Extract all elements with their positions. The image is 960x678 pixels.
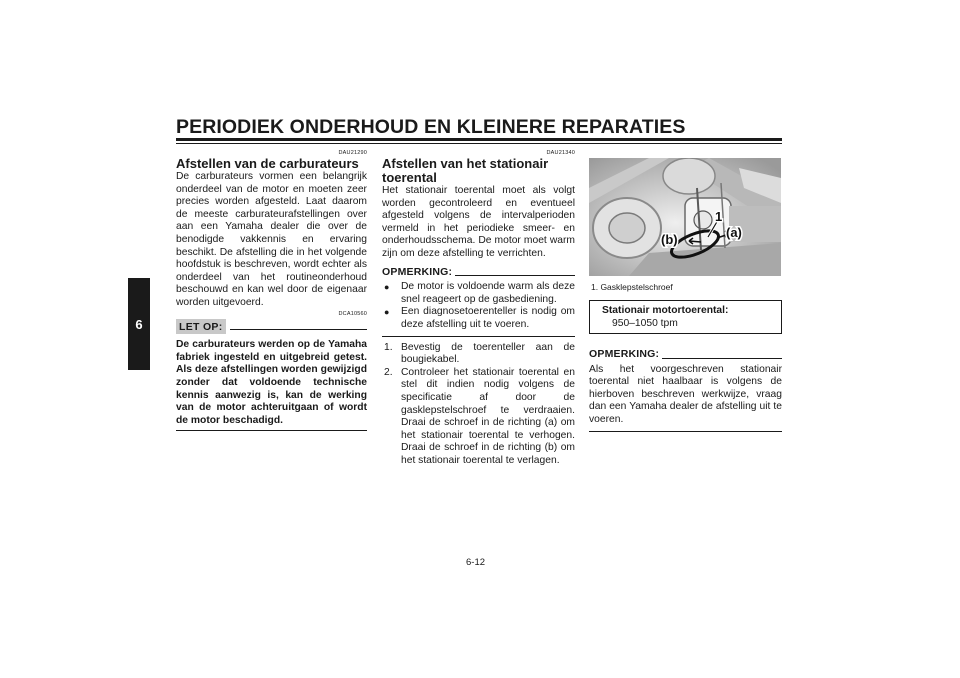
section-body: Het stationair toerental moet als volgt worden gecontroleerd en eventueel afgesteld volgens de intervalperioden vermeld in het periodieke smeer- en onderhoudsschema. De motor moet warm zijn om deze afstelling te verrichten. [382, 185, 575, 259]
step-item [382, 342, 575, 367]
page-header-title: PERIODIEK ONDERHOUD EN KLEINERE REPARATIES [176, 116, 686, 138]
caution-rule [230, 329, 367, 330]
caution-end-rule [176, 430, 367, 431]
page-number: 6-12 [466, 557, 486, 568]
step-item [382, 367, 575, 468]
left-column [176, 150, 367, 431]
spec-value: 950–1050 tpm [612, 317, 678, 329]
note-end-rule [382, 336, 575, 337]
caution-header [176, 319, 367, 335]
right-note [589, 348, 782, 432]
photo-label-1: 1 [715, 209, 723, 224]
note-label: OPMERKING: [382, 265, 453, 278]
spec-label: Stationair motortoerental: [602, 305, 729, 316]
note-bullet [382, 306, 575, 331]
caution-text: De carburateurs werden op de Yamaha fabriek ingesteld en uitgebreid getest. Als deze afstellingen worden gewijzigd zonder dat voldoende technische kennis aanwezig is, kan de werking van de motor achteruitgaan of wordt de motor beschadigd. [176, 339, 367, 426]
bullet-icon: ● [384, 307, 390, 318]
section-title-line: Afstellen van het stationair [382, 156, 549, 171]
step-number: 2. [384, 366, 393, 378]
spec-box [589, 300, 782, 334]
bullet-icon: ● [384, 282, 390, 293]
step-text: Controleer het stationair toerental en stel dit indien nodig volgens de specificatie af door de gasklepstelschroef te verdraaien. Draai de schroef in de richting (a) om het stationair toerental te verhogen. Draai de schroef in de richting (b) om het stationair toerental te verlagen. [401, 366, 575, 466]
section-title: Afstellen van de carburateurs [176, 156, 359, 171]
carburetor-photo [589, 158, 781, 276]
header-rule-thick [176, 138, 782, 141]
photo-caption: 1. Gasklepstelschroef [591, 282, 673, 292]
note-label: OPMERKING: [589, 348, 660, 360]
note-end-rule [589, 431, 782, 432]
header-rule-thin [176, 143, 782, 144]
bullet-text: Een diagnosetoerenteller is nodig om deze afstelling uit te voeren. [401, 306, 575, 330]
section-code: DAU21340 [546, 150, 575, 156]
middle-column [382, 150, 575, 467]
section-body: De carburateurs vormen een belangrijk onderdeel van de motor en moeten zeer precies worden afgesteld. Laat daarom de meeste carburateurafstellingen over aan een Yamaha dealer die over de benodigde vakkennis en ervaring beschikt. De afstelling die in het volgende hoofdstuk is beschreven, wordt echter als onderdeel van het routineonderhoud beschouwd en kan wel door de eigenaar worden uitgevoerd. [176, 171, 367, 308]
section-title-line: toerental [382, 170, 437, 185]
note-text: Als het voorgeschreven stationair toerental niet haalbaar is volgens de hierboven beschreven werkwijze, vraag dan een Yamaha dealer de afstelling uit te voeren. [589, 363, 782, 425]
photo-label-a: (a) [726, 225, 742, 240]
step-number: 1. [384, 341, 393, 353]
section-title [382, 157, 575, 185]
photo-label-b: (b) [661, 232, 678, 247]
note-rule [455, 275, 575, 276]
note-header [589, 348, 782, 361]
caution-code: DCA10560 [338, 310, 367, 317]
note-header [382, 266, 575, 279]
chapter-tab: 6 [128, 278, 150, 370]
note-bullet [382, 281, 575, 306]
bullet-text: De motor is voldoende warm als deze snel reageert op de gasbediening. [401, 281, 575, 305]
caution-label: LET OP: [176, 319, 226, 335]
step-text: Bevestig de toerenteller aan de bougiekabel. [401, 341, 575, 366]
note-rule [662, 358, 782, 359]
carburetor-photo-image [589, 158, 781, 276]
section-code: DAU21290 [338, 150, 367, 156]
